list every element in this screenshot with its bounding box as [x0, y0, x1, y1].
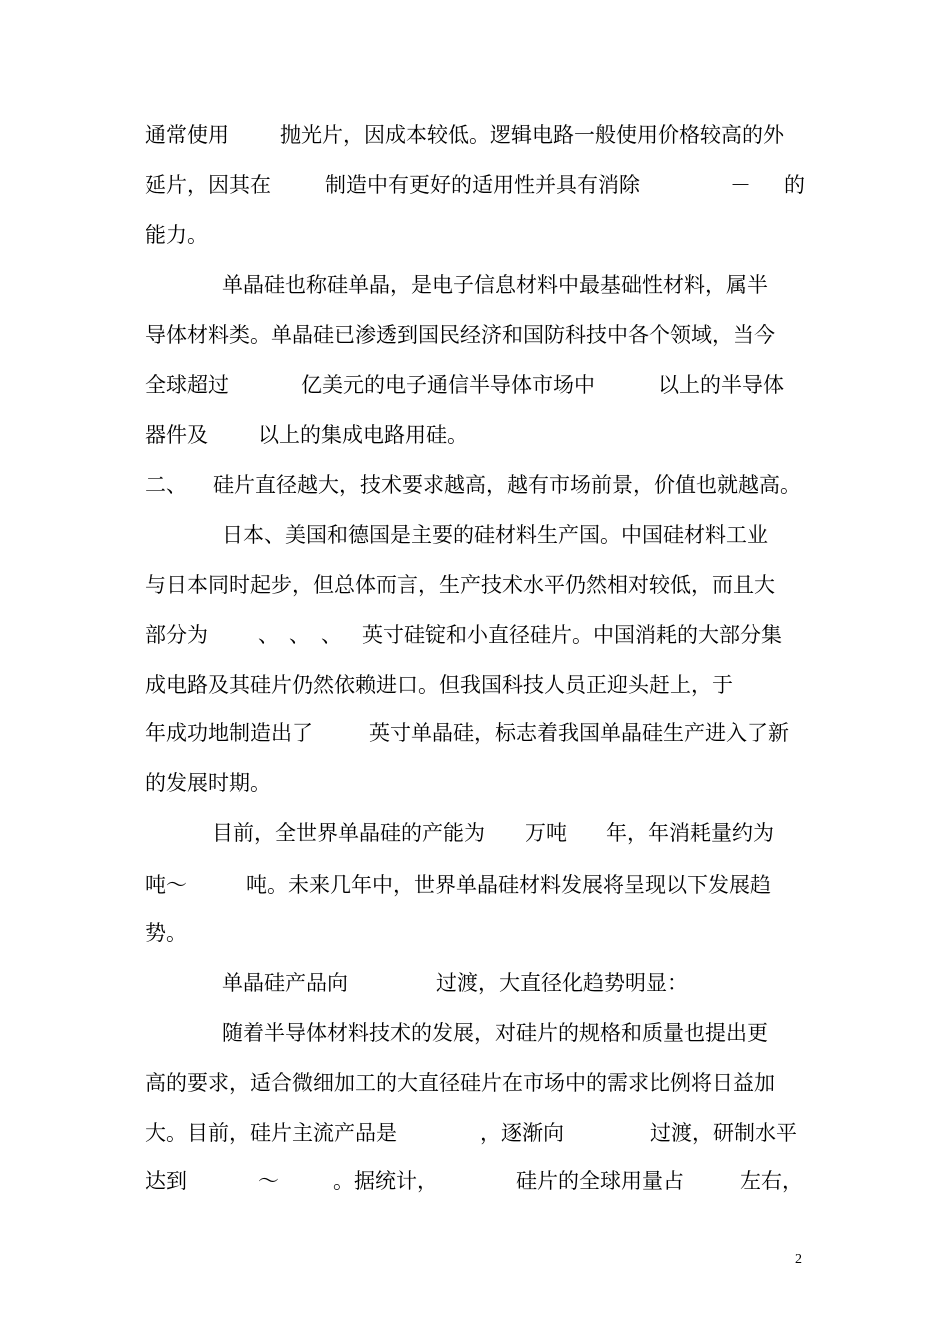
text-segment: － [730, 173, 751, 197]
text-segment: 硅片直径越大，技术要求越高，越有市场前景，价值也就越高。 [213, 473, 801, 497]
text-segment: 制造中有更好的适用性并具有消除 [325, 173, 640, 197]
text-segment: 大。目前，硅片主流产品是 [145, 1121, 397, 1145]
text-segment: 吨～ [145, 873, 187, 897]
text-segment: 全球超过 [145, 373, 229, 397]
text-segment: 延片，因其在 [145, 173, 271, 197]
text-segment: 、 [289, 623, 310, 647]
text-segment: 通常使用 [145, 123, 229, 147]
text-segment: 成电路及其硅片仍然依赖进口。但我国科技人员正迎头赶上，于 [145, 673, 733, 697]
text-segment: 、 [321, 623, 342, 647]
text-segment: 部分为 [145, 623, 208, 647]
text-segment: 抛光片，因成本较低。逻辑电路一般使用价格较高的外 [280, 123, 784, 147]
text-segment: 亿美元的电子通信半导体市场中 [301, 373, 595, 397]
text-segment: 能力。 [145, 223, 208, 247]
text-segment: 随着半导体材料技术的发展，对硅片的规格和质量也提出更 [222, 1021, 768, 1045]
page-number: 2 [795, 1252, 802, 1267]
text-segment: 势。 [145, 921, 187, 945]
text-segment: 以上的集成电路用硅。 [258, 423, 468, 447]
text-segment: ～ [258, 1169, 279, 1193]
text-segment: 高的要求，适合微细加工的大直径硅片在市场中的需求比例将日益加 [145, 1071, 775, 1095]
text-segment: 硅片的全球用量占 [516, 1169, 684, 1193]
text-segment: 的 [784, 173, 805, 197]
text-segment: 的发展时期。 [145, 771, 271, 795]
text-segment: 日本、美国和德国是主要的硅材料生产国。中国硅材料工业 [222, 523, 768, 547]
text-segment: 年成功地制造出了 [145, 721, 313, 745]
text-segment: 左右， [740, 1169, 803, 1193]
text-segment: 英寸硅锭和小直径硅片。中国消耗的大部分集 [362, 623, 782, 647]
text-segment: 以上的半导体 [658, 373, 784, 397]
text-segment: 英寸单晶硅，标志着我国单晶硅生产进入了新 [369, 721, 789, 745]
text-segment: 万吨 [525, 821, 567, 845]
section-number: 二、 [145, 473, 187, 497]
text-segment: 目前，全世界单晶硅的产能为 [212, 821, 485, 845]
text-segment: 单晶硅也称硅单晶，是电子信息材料中最基础性材料，属半 [222, 273, 768, 297]
text-segment: 吨。未来几年中，世界单晶硅材料发展将呈现以下发展趋 [246, 873, 771, 897]
text-segment: 、 [258, 623, 279, 647]
text-segment: 。据统计， [333, 1169, 438, 1193]
text-segment: 年，年消耗量约为 [606, 821, 774, 845]
text-segment: ，逐渐向 [480, 1121, 564, 1145]
text-segment: 单晶硅产品向 [222, 971, 348, 995]
text-segment: 器件及 [145, 423, 208, 447]
text-segment: 达到 [145, 1169, 187, 1193]
text-segment: 与日本同时起步，但总体而言，生产技术水平仍然相对较低，而且大 [145, 573, 775, 597]
text-segment: 过渡，大直径化趋势明显： [436, 971, 688, 995]
text-segment: 导体材料类。单晶硅已渗透到国民经济和国防科技中各个领域，当今 [145, 323, 775, 347]
text-segment: 过渡，研制水平 [650, 1121, 797, 1145]
